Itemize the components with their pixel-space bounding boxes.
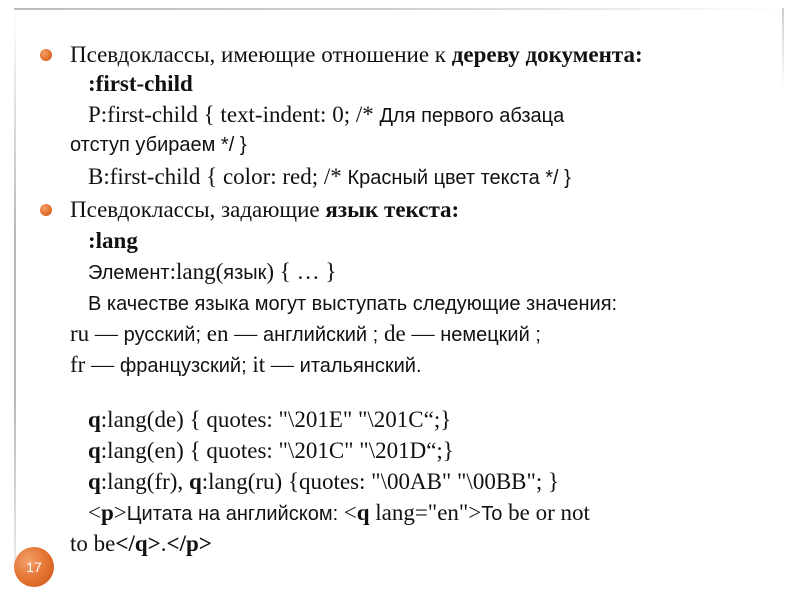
slide-border-left [14,8,16,568]
quotes-rule-fr-ru: q:lang(fr), q:lang(ru) {quotes: "\00AB" "\00BB"; } [88,469,560,494]
first-child-example-1: P:first-child { text-indent: 0; /* Для первого абзаца [88,102,565,127]
example-line-1: <p>Цитата на английском: <q lang="en">To be or not [88,500,590,525]
example-line-2: to be</q>.</p> [70,531,212,556]
lang-block [40,224,760,558]
lang-values-line-2: fr — французский; it — итальянский. [70,352,422,377]
lang-values-intro: В качестве языка могут выступать следующие значения: [88,293,618,315]
bullet-icon [40,49,52,61]
slide-border-right [782,8,784,88]
lang-syntax: Элемент:lang(язык) { … } [88,259,337,284]
bullet-lang-text: Псевдоклассы, задающие язык текста: [70,197,460,222]
first-child-title: :first-child [88,71,193,96]
slide-border-top [14,8,784,10]
slide-number-badge: 17 [14,547,54,587]
first-child-example-1-cont: отступ убираем */ } [70,134,247,156]
bullet-icon [40,204,52,216]
bullet-tree-text: Псевдоклассы, имеющие отношение к дереву документа: [70,42,643,67]
slide-content [40,40,760,558]
bullet-lang-pseudoclasses [40,195,760,224]
lang-title: :lang [88,228,138,253]
lang-values-line-1: ru — русский; en — английский ; de — немецкий ; [70,321,541,346]
first-child-block [40,69,760,193]
first-child-example-2: B:first-child { color: red; /* Красный цвет текста */ } [88,164,571,189]
quotes-rule-de: q:lang(de) { quotes: "\201E" "\201C“;} [88,407,452,432]
bullet-tree-pseudoclasses [40,40,760,69]
quotes-rule-en: q:lang(en) { quotes: "\201C" "\201D“;} [88,438,454,463]
